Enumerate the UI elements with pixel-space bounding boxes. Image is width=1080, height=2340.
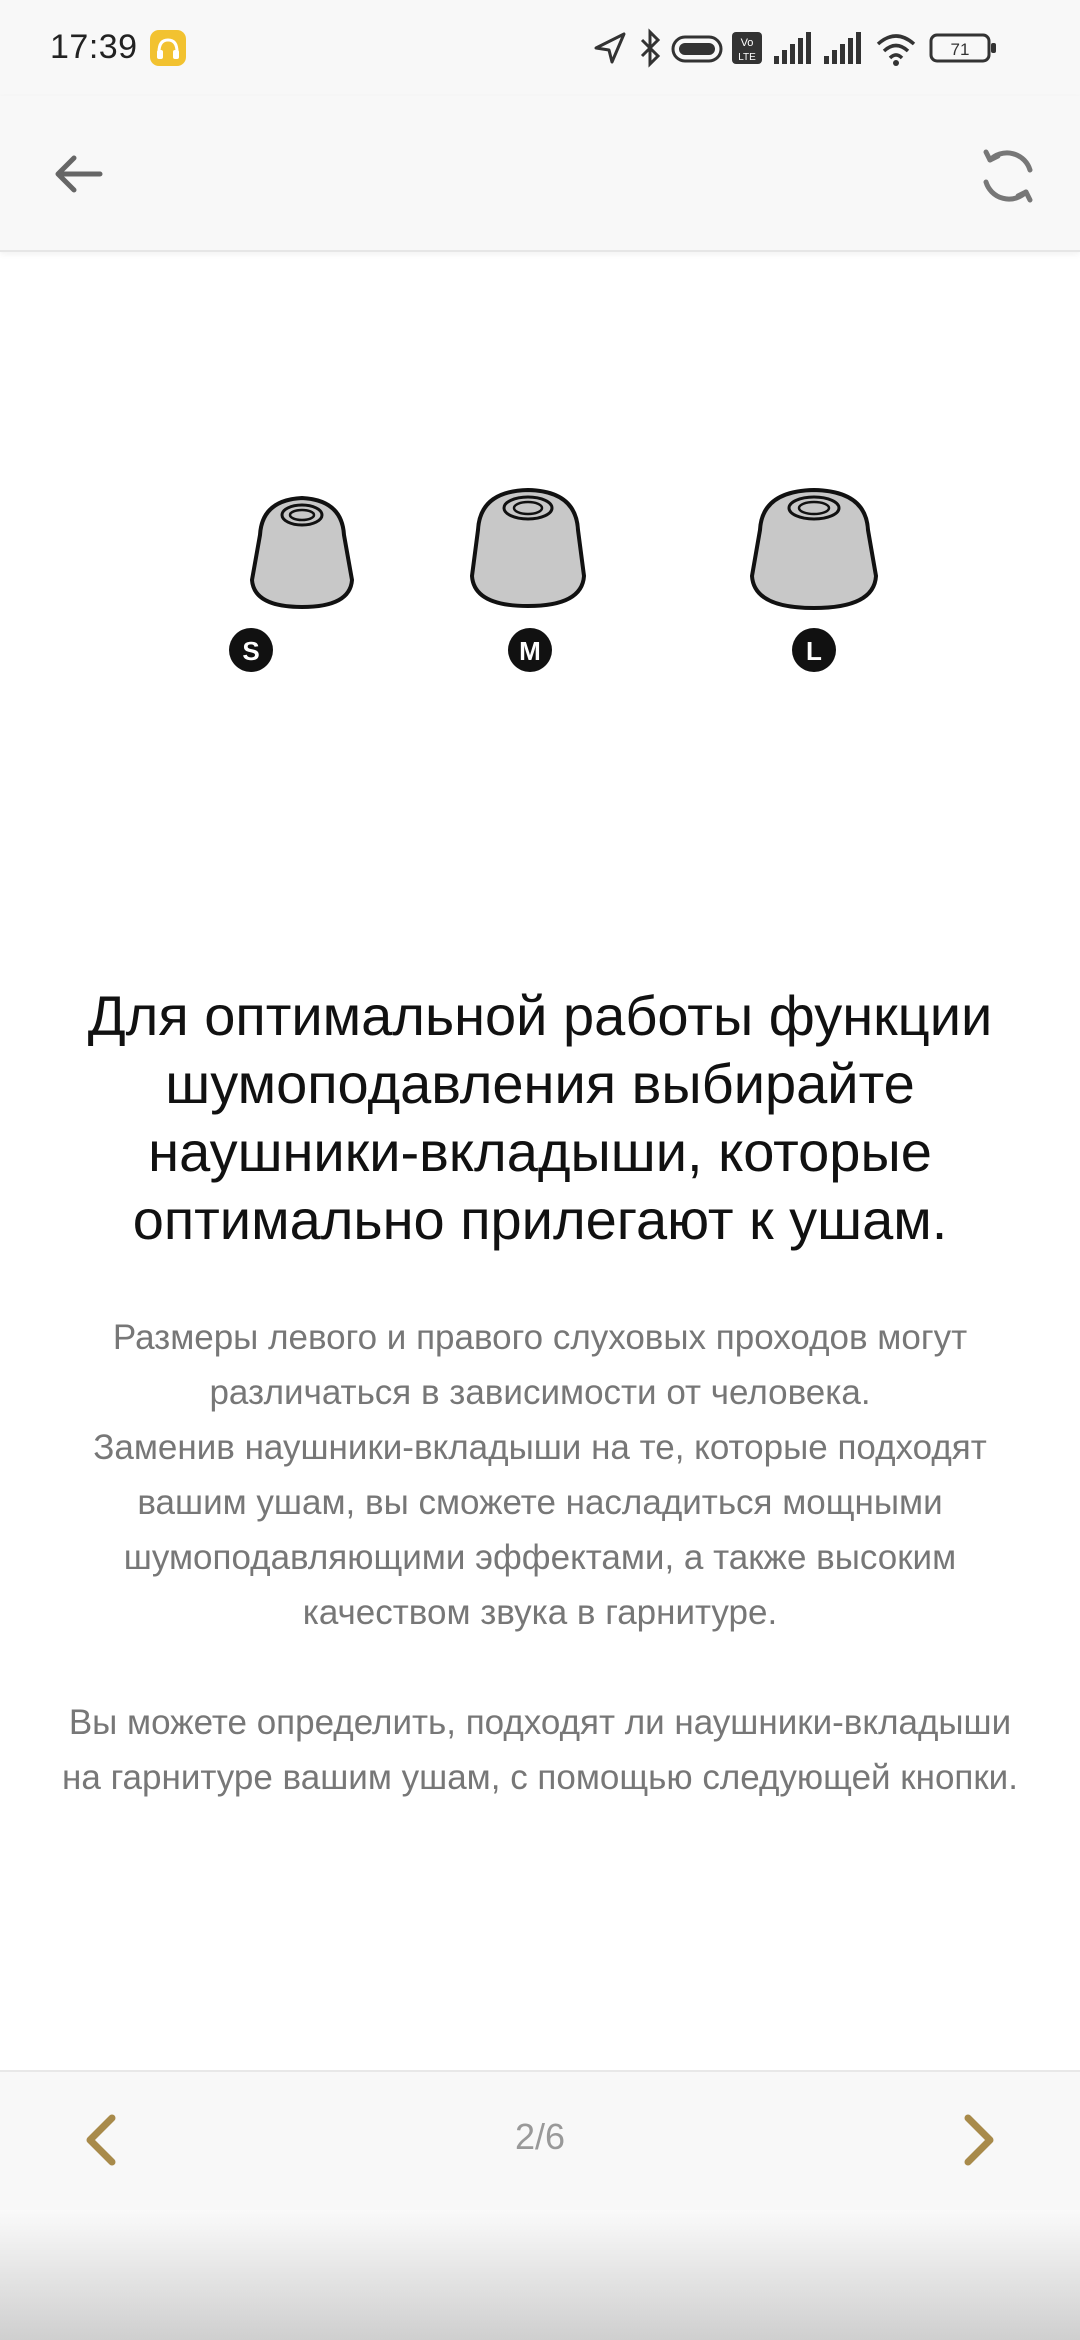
signal-icon bbox=[774, 32, 811, 64]
bluetooth-icon bbox=[642, 32, 658, 64]
back-button[interactable] bbox=[44, 140, 112, 208]
wifi-icon bbox=[878, 36, 914, 66]
ear-tip-medium bbox=[472, 490, 584, 606]
pager-bar bbox=[0, 2070, 1080, 2210]
size-label-l: L bbox=[806, 636, 822, 666]
description-paragraph-1: Размеры левого и правого слуховых проходов могут различаться в зависимости от человека. Заменив наушники-вкладыши на те, которые подходят вашим ушам, вы сможете насладиться мощными шумоподавляющими эффектами, а также высоким качеством звука в гарнитуре. bbox=[93, 1318, 987, 1632]
refresh-icon bbox=[972, 140, 1044, 212]
ear-tip-large bbox=[752, 490, 876, 608]
page-indicator: 2/6 bbox=[514, 2116, 566, 2157]
svg-text:Vo: Vo bbox=[740, 37, 754, 49]
description bbox=[50, 1310, 1030, 1805]
next-page-button[interactable] bbox=[942, 2106, 1010, 2174]
size-label-s: S bbox=[242, 636, 260, 666]
system-gesture-area bbox=[0, 2210, 1080, 2340]
description-paragraph-2: Вы можете определить, подходят ли наушники-вкладыши на гарнитуре вашим ушам, с помощью следующей кнопки. bbox=[62, 1703, 1018, 1797]
arrow-left-icon bbox=[44, 140, 112, 208]
app-bar bbox=[0, 96, 1080, 252]
size-label-m: M bbox=[519, 636, 541, 666]
refresh-button[interactable] bbox=[972, 140, 1044, 212]
chevron-right-icon bbox=[942, 2106, 1010, 2174]
page-headline: Для оптимальной работы функции шумоподавления выбирайте наушники-вкладыши, которые оптимально прилегают к ушам. bbox=[87, 984, 993, 1251]
headset-battery-icon bbox=[673, 37, 721, 61]
status-time: 17:39 bbox=[50, 28, 138, 66]
location-icon bbox=[596, 34, 624, 62]
notification-app-icon bbox=[150, 30, 186, 66]
ear-tip-small bbox=[252, 498, 352, 607]
status-icons bbox=[590, 28, 1040, 68]
svg-text:LTE: LTE bbox=[738, 52, 756, 63]
volte-icon bbox=[732, 32, 762, 64]
status-bar bbox=[0, 0, 1080, 96]
battery-icon bbox=[931, 35, 996, 61]
signal-icon bbox=[824, 32, 861, 64]
svg-text:71: 71 bbox=[950, 40, 970, 59]
ear-tips-illustration bbox=[180, 470, 900, 700]
